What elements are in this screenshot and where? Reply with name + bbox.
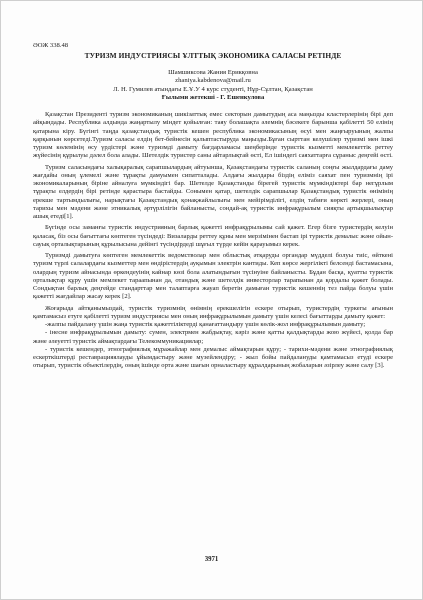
udk-code: ӘОЖ 338.48 xyxy=(33,42,69,49)
author-name: Шамшиксова Жания Ерикқовна xyxy=(168,69,258,76)
list-item: - інесне инфрақұрылымын дамыту: сумен, электрмен жабдықтау, кәріз және қатты қалдықтарды жою жүйесі, қолда бар және әлеуетті туристік аймақтардағы Телекоммуникациялар; xyxy=(33,329,393,345)
list-item: -жалпы пайдалану үшін жаңа туристік қажеттіліктерді қанағаттандыру үшін көлік-жол инфрақұрылымын дамыту; xyxy=(45,321,366,329)
supervisor: Ғылыми жетекші - Г. Ешенкулова xyxy=(161,93,265,101)
page-number: 3971 xyxy=(204,556,219,563)
paragraph: Жоғарыда айтқанымыздай, туристік туризмнің өнімнің ерекшелігін ескере отырып, туристердің туркегы ағынын қамтамасыз етуге қабілетті туризм индустриясы мен оның инфрақұрылымын дамыту үшін келесі бағыттарды дамыту қажет: xyxy=(33,304,393,320)
author-email[interactable]: zhaniya.kabdenova@mail.ru xyxy=(175,77,251,85)
paragraph: Бүгінде осы заманғы туристік индустрияның барлық қажетті инфрақұрылымы сай қажет. Егер бізге туристердің келуін қаласақ, біз осы бағыттағы көптеген түсіндеді: Визаларды реттеу құны мен мерзімінен бастап ірі туристік демалыс және ойын-сауық орталықтарының құрылысына дейінгі түсіндірдеді шұғыл түрде кейін қарауымыз керек. xyxy=(33,224,393,248)
list-item: - туристік кешендер, этнографиялық мұражайлар мен демалыс аймақтарын құру; - тарихи-мәдени және этнографиялық ескерткіштерді реставрацияялауды ұйымдастыру және музейлендіру; - жыл бойы пайдалануды қамтамасыз етуді ескере отырып, туристік объектілердің, оның ішінде орта және шағын орналастыру құралдарының жобаларын әзірлеу және салу [3]. xyxy=(33,345,393,370)
paragraph: Туризм саласындағы халықаралық сарапшылардың айтуынша, Қазақстандағы туристік саланың соңғы жылдардағы даму жағдайы оның ұлемелі және тұрақты дамуымен сипатталады. Алдағы жылдары біздің еліміз саяхат пен туризмнің ірі экономикаларының біріне айналуға мүмкіндігі бар. Шетелде Қазақстанды бірегей туристік мүмкіндіктері бар негұрлым тұрақты елдердің бірі ретінде қарастыра бастайды. Сонымен қатар, шетелдік сарапшылар Қазақстандық туристік өнімінің ерекше тартымдылығы, нарықтағы Қазақстандық қонақжайлылығы мен мейірімділігі, елдің табиғи көркті жерлері, оның тарихы мен мәдени және этникалық әртүрлілігін байланысты, сондай-ақ туристік инфрақұрылым сияқты артықшылықтар ашық етеді[1]. xyxy=(33,163,393,221)
page-content xyxy=(33,41,393,371)
author-affiliation: Л. Н. Гумилев атындағы Е.Ұ.У 4 курс студенті, Нұр-Сұлтан, Қазақстан xyxy=(113,85,313,93)
author-block xyxy=(33,69,393,102)
paragraph: Туризмді дамытуға көптеген мемлекеттік ведомстволар мен облыстық әтқаруды органдар мүдделі болуы тиіс, өйткені туризм түрлі салалардағы кызметтер мен өндірістердің ауқымын электрін кантиды. Кеп көрсе жергілікті белсенді бастамасына, олардың туризм айнасында өркендеуінің кайнар көзі бола алатындығын түсінуіне байланысты. Бұдан басқа, қуатты туристік орталықтар құру үшін мемлекет тараапынан да, отандық және шетелдік инвесторлар тарапынан да қордалы қажет болады. Сондықтан барлық деңгейде стандарттар мен талаптарға жауап беретін дамыған туристік кешеннің тез пайда болуы үшін қажетті жағдайлар жасау керек [2]. xyxy=(33,252,393,301)
paragraph: Қазақстан Президенті туризм экономиканың шикізаттық емес секторын дамытудың аса маңызды кластерлерінің бірі деп айқындады. Республика алдында жаңартылу міндет қойылған: таяу болашақта әлемнің бәсекеге барынша қабілетті 50 елінің қатарына кіру. Бүгінгі таңда қазақстандық туристік кешен республика экономикасының өсуі мен жаңғыруының жалпы қарқынын көрсетеді.Туризм саласы елдің бет-бейнесін қалыптастыруда маңызды.Бұған сырттан келушілер туризмі мен ішкі туризм көлемінің өсу үрдістері және туризмді дамыту бағдарламасы шеңберінде туристік кызметті мемлекеттік реттеу жүйесінің құрылуы дәлел бола алады. Шетелдік туристер саны айтарлықтай өсті, Ел ішіндегі саяхаттарға сұраныс деңгейі өсті. xyxy=(33,111,393,160)
article-title: ТУРИЗМ ИНДУСТРИЯСЫ ҰЛТТЫҚ ЭКОНОМИКА САЛАСЫ РЕТІНДЕ xyxy=(84,51,342,60)
